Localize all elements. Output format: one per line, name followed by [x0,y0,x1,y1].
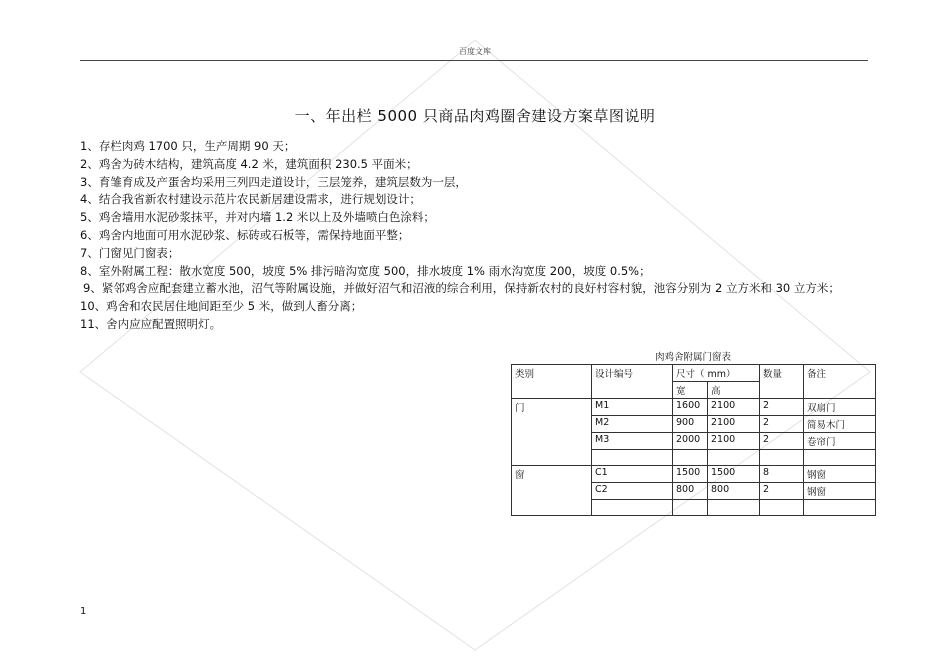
table-row [512,399,876,416]
width-cell: 900 [673,416,708,433]
header-category: 类别 [512,365,592,399]
list-item: 2、鸡舍为砖木结构，建筑高度 4.2 米，建筑面积 230.5 平面米； [80,156,418,171]
remark-cell: 简易木门 [804,416,876,433]
list-item: 10、鸡舍和农民居住地间距至少 5 米，做到人畜分离； [80,299,363,314]
width-cell: 2000 [673,433,708,450]
remark-cell: 卷帘门 [804,433,876,450]
list-item: 5、鸡舍墙用水泥砂浆抹平，并对内墙 1.2 米以上及外墙喷白色涂料； [80,210,435,225]
height-cell: 2100 [708,416,760,433]
header-remark: 备注 [804,365,876,399]
header-size: 尺寸（ mm） [673,365,760,382]
code-cell: C1 [592,466,673,483]
category-cell: 门 [512,399,592,466]
qty-cell: 2 [760,416,804,433]
page-number: 1 [80,606,87,617]
category-cell: 窗 [512,466,592,516]
header-divider [80,60,868,61]
code-cell: M3 [592,433,673,450]
qty-cell: 2 [760,399,804,416]
height-cell: 2100 [708,399,760,416]
header-design-no: 设计编号 [592,365,673,399]
code-cell: M1 [592,399,673,416]
table-header-row [512,365,876,382]
list-item: 4、结合我省新农村建设示范片农民新居建设需求，进行规划设计； [80,192,421,207]
remark-cell: 钢窗 [804,483,876,500]
remark-cell: 钢窗 [804,466,876,483]
qty-cell: 2 [760,483,804,500]
height-cell: 1500 [708,466,760,483]
width-cell: 1500 [673,466,708,483]
list-item: 6、鸡舍内地面可用水泥砂浆、标砖或石板等，需保持地面平整； [80,227,410,242]
height-cell: 2100 [708,433,760,450]
list-item: 8、室外附属工程：散水宽度 500，坡度 5% 排污暗沟宽度 500，排水坡度 1% 雨水沟宽度 200，坡度 0.5%； [80,263,651,278]
width-cell: 800 [673,483,708,500]
table-caption: 肉鸡舍附属门窗表 [654,352,731,363]
code-cell: C2 [592,483,673,500]
door-window-table [511,364,876,516]
header-height: 高 [708,382,760,399]
width-cell: 1600 [673,399,708,416]
list-item: 11、舍内应应配置照明灯。 [80,316,222,331]
header-quantity: 数量 [760,365,804,399]
list-item: 3、育雏育成及产蛋舍均采用三列四走道设计，三层笼养，建筑层数为一层， [80,174,467,189]
remark-cell: 双扇门 [804,399,876,416]
code-cell: M2 [592,416,673,433]
list-item: 9、紧邻鸡舍应配套建立蓄水池，沼气等附属设施，并做好沼气和沼液的综合利用，保持新农村的良好村容村貌，池容分别为 2 立方米和 30 立方米； [83,281,840,296]
requirement-list [80,138,870,334]
list-item: 1、存栏肉鸡 1700 只，生产周期 90 天； [80,139,296,153]
header-width: 宽 [673,382,708,399]
header-text: 百度文库 [459,47,491,56]
table-row [512,466,876,483]
qty-cell: 2 [760,433,804,450]
document-title: 一、年出栏 5000 只商品肉鸡圈舍建设方案草图说明 [294,107,656,125]
qty-cell: 8 [760,466,804,483]
height-cell: 800 [708,483,760,500]
list-item: 7、门窗见门窗表； [80,245,180,260]
